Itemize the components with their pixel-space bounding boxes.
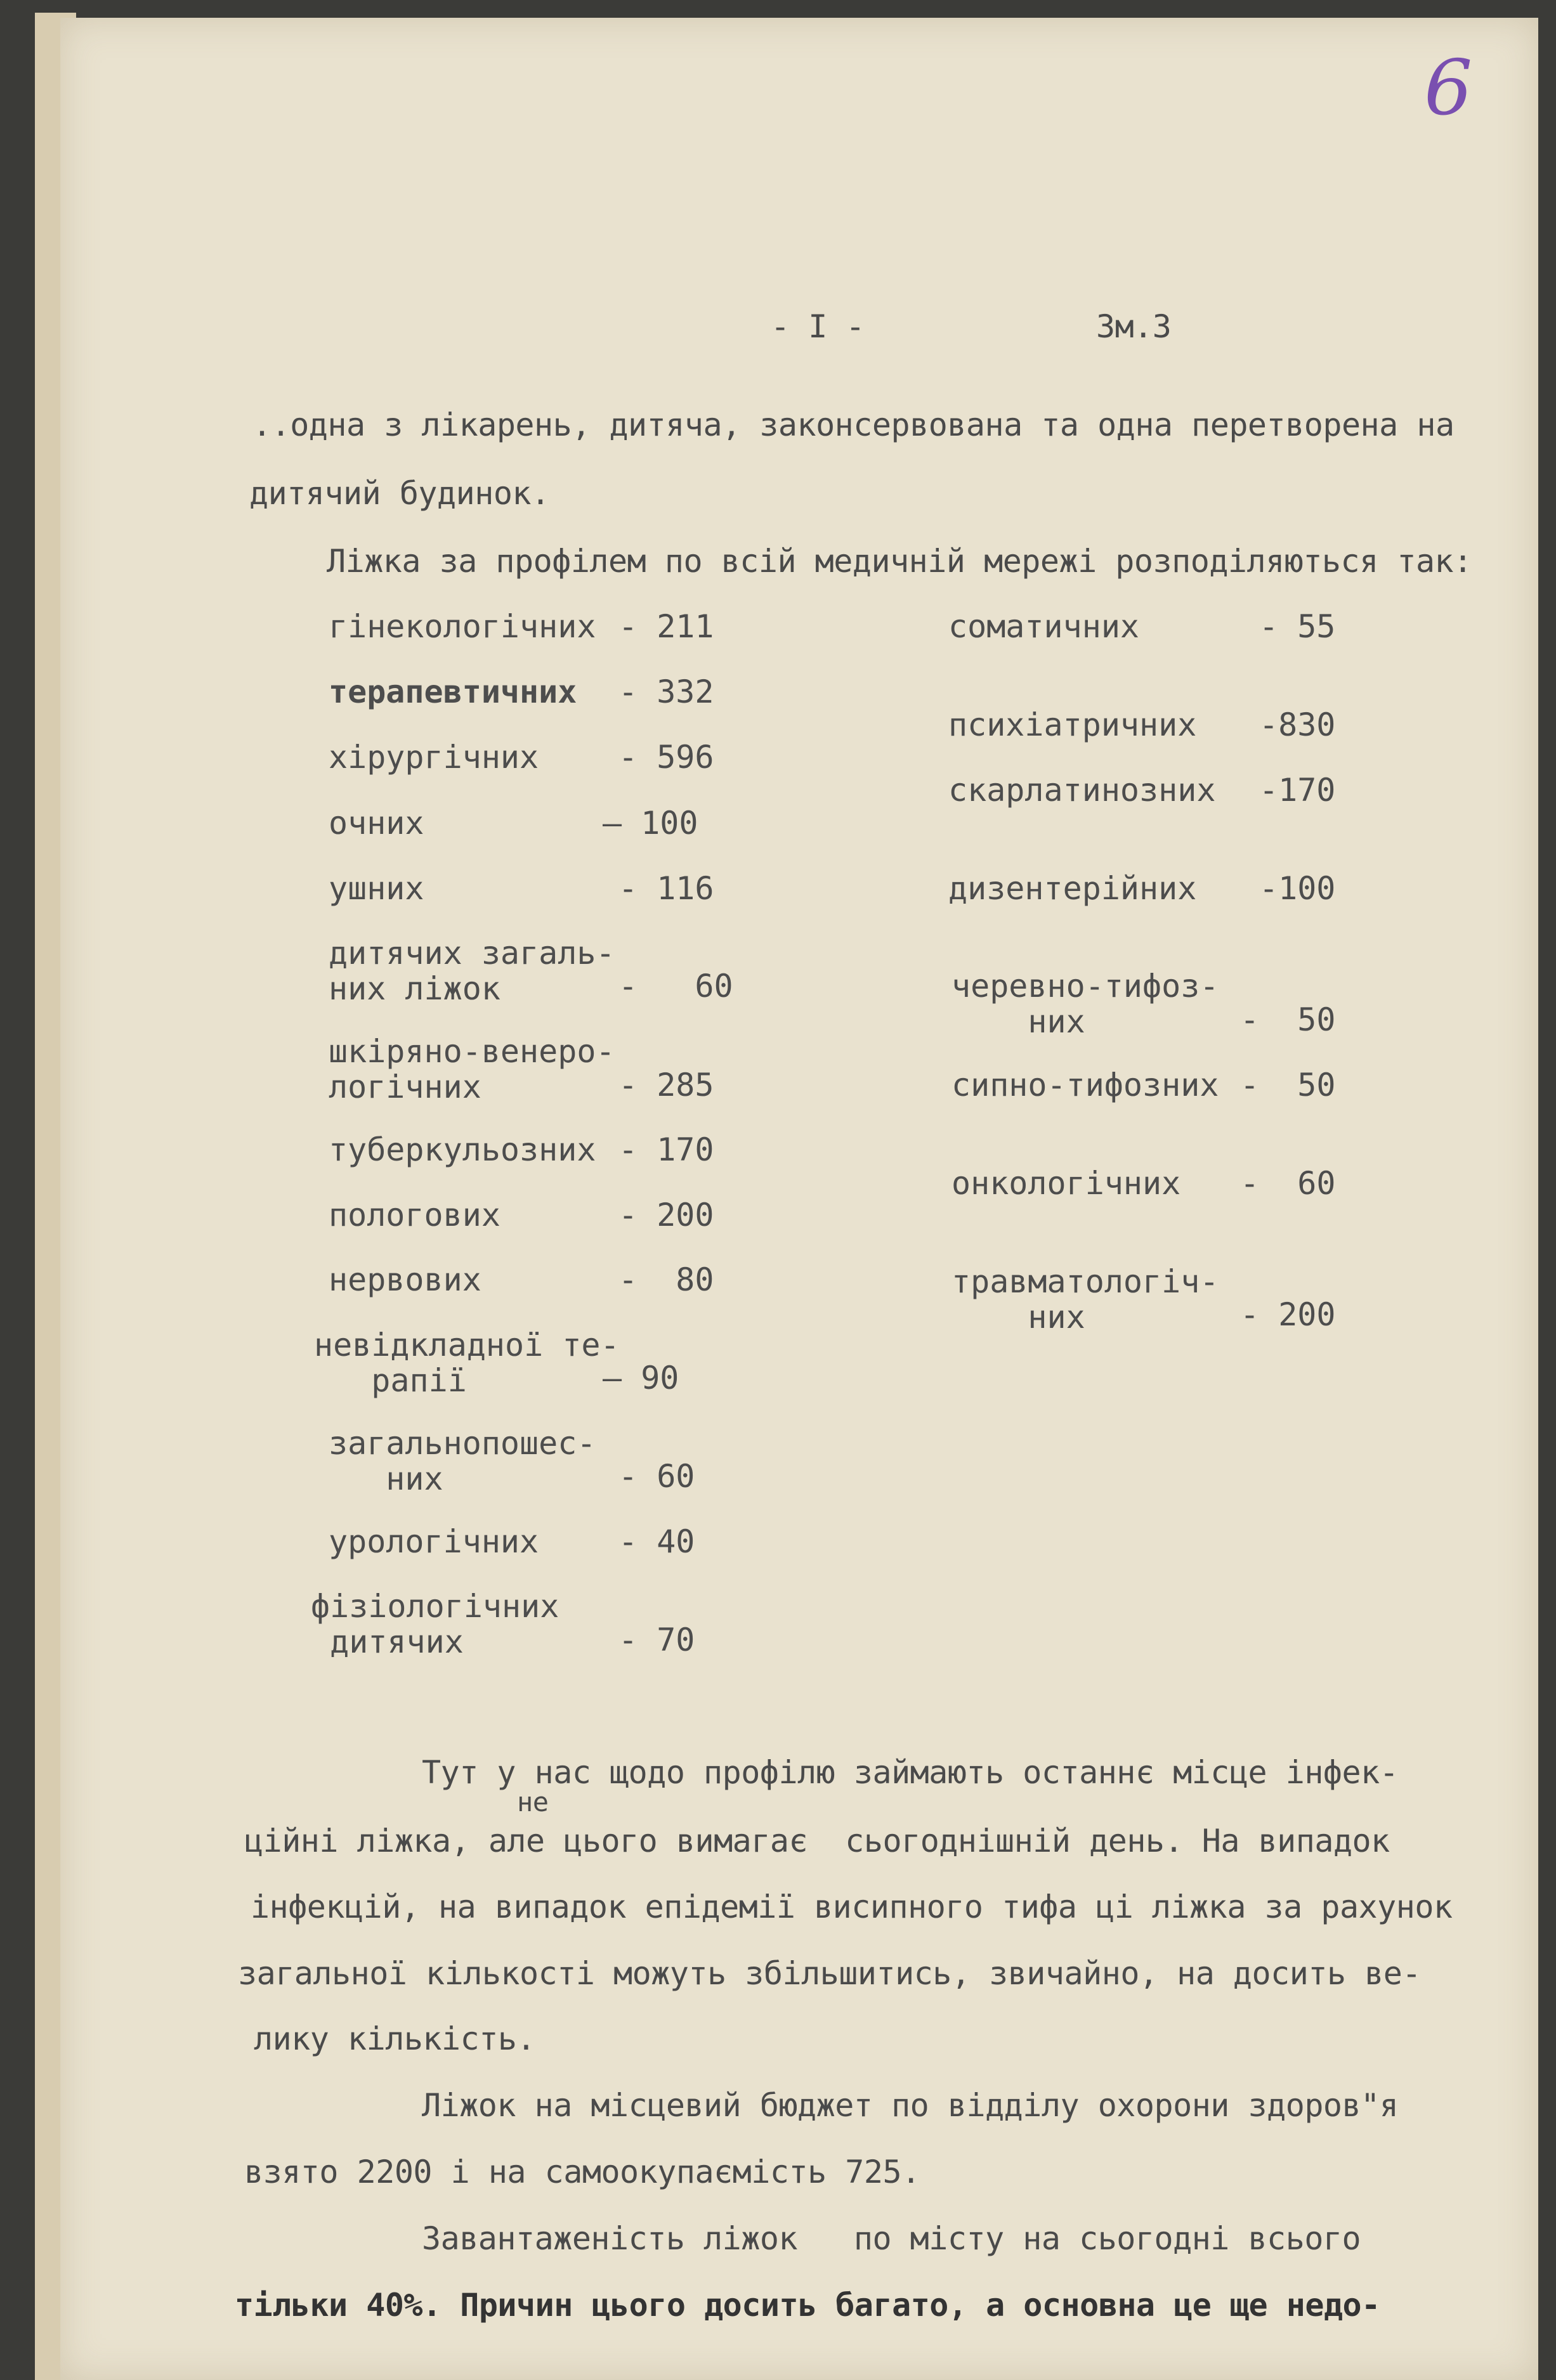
bed-type-label: урологічних: [329, 1523, 539, 1560]
bed-count: -100: [1259, 870, 1336, 907]
body-line: інфекцій, на випадок епідемії висипного тифа ці ліжка за рахунок: [251, 1889, 1453, 1925]
bed-type-label: дизентерійних: [948, 870, 1197, 907]
page-marker: - I -: [771, 308, 865, 345]
bed-count: - 332: [618, 673, 714, 710]
bed-type-label: психіатричних: [948, 706, 1197, 743]
bed-type-label: дитячих загаль- них ліжок: [329, 935, 615, 1007]
bed-count: - 80: [618, 1261, 714, 1298]
bed-type-label: шкіряно-венеро- логічних: [329, 1033, 615, 1105]
folio-number: 6: [1424, 44, 1473, 133]
bed-count: - 200: [618, 1197, 714, 1233]
insertion-mark: не: [517, 1786, 549, 1818]
bed-count: - 50: [1240, 1001, 1336, 1038]
bed-type-label: черевно-тифоз- них: [951, 968, 1219, 1040]
bed-type-label: фізіологічних дитячих: [311, 1588, 559, 1660]
intro-line-2: дитячий будинок.: [249, 475, 550, 512]
bed-count: - 285: [618, 1067, 714, 1103]
intro-line-3: Ліжка за профілем по всій медичній мережі розподіляються так:: [327, 543, 1472, 580]
body-line: тільки 40%. Причин цього досить багато, а основна це ще недо-: [235, 2287, 1380, 2324]
bed-type-label: хірургічних: [329, 739, 539, 776]
bed-count: - 55: [1259, 608, 1336, 645]
bed-type-label: скарлатинозних: [948, 772, 1216, 809]
bed-type-label: загальнопошес- них: [329, 1425, 596, 1497]
bed-count: — 100: [603, 805, 698, 842]
body-line: взято 2200 і на самоокупаємість 725.: [244, 2154, 920, 2190]
bed-type-label: сипно-тифозних: [951, 1067, 1219, 1103]
body-line: Завантаженість ліжок по місту на сьогодні всього: [422, 2220, 1361, 2257]
bed-count: -170: [1259, 772, 1336, 809]
bed-type-label: гінекологічних: [329, 608, 596, 645]
bed-count: - 50: [1240, 1067, 1336, 1103]
bed-type-label: пологових: [329, 1197, 500, 1233]
body-line: лику кількість.: [254, 2020, 536, 2057]
bed-count: — 90: [603, 1360, 679, 1396]
bed-count: - 596: [618, 739, 714, 776]
bed-type-label: невідкладної те- рапії: [314, 1327, 620, 1399]
bed-type-label: нервових: [329, 1261, 481, 1298]
bed-type-label: очних: [329, 805, 424, 842]
bed-count: - 40: [618, 1523, 695, 1560]
bed-type-label: соматичних: [948, 608, 1140, 645]
bed-type-label: терапевтичних: [329, 673, 577, 710]
body-line: ційні ліжка, але цього вимагає сьогоднішній день. На випадок: [244, 1823, 1390, 1859]
bed-type-label: травматологіч- них: [951, 1263, 1219, 1336]
body-line: Ліжок на місцевий бюджет по відділу охорони здоров"я: [422, 2087, 1399, 2124]
intro-line-1: ..одна з лікарень, дитяча, законсервована та одна перетворена на: [252, 406, 1455, 443]
body-line: загальної кількості можуть збільшитись, звичайно, на досить ве-: [238, 1955, 1421, 1992]
bed-type-label: ушних: [329, 870, 424, 907]
sheet-reference: Зм.3: [1096, 308, 1172, 345]
bed-count: - 116: [618, 870, 714, 907]
bed-type-label: туберкульозних: [329, 1131, 596, 1168]
bed-count: -830: [1259, 706, 1336, 743]
bed-count: - 70: [618, 1622, 695, 1658]
bed-type-label: онкологічних: [951, 1165, 1181, 1202]
bed-count: - 60: [1240, 1165, 1336, 1202]
bed-count: - 60: [618, 1458, 695, 1495]
bed-count: - 60: [618, 968, 733, 1005]
bed-count: - 200: [1240, 1296, 1336, 1333]
bed-count: - 211: [618, 608, 714, 645]
body-line: Тут у нас щодо профілю займають останнє місце інфек-: [422, 1754, 1399, 1791]
bed-count: - 170: [618, 1131, 714, 1168]
